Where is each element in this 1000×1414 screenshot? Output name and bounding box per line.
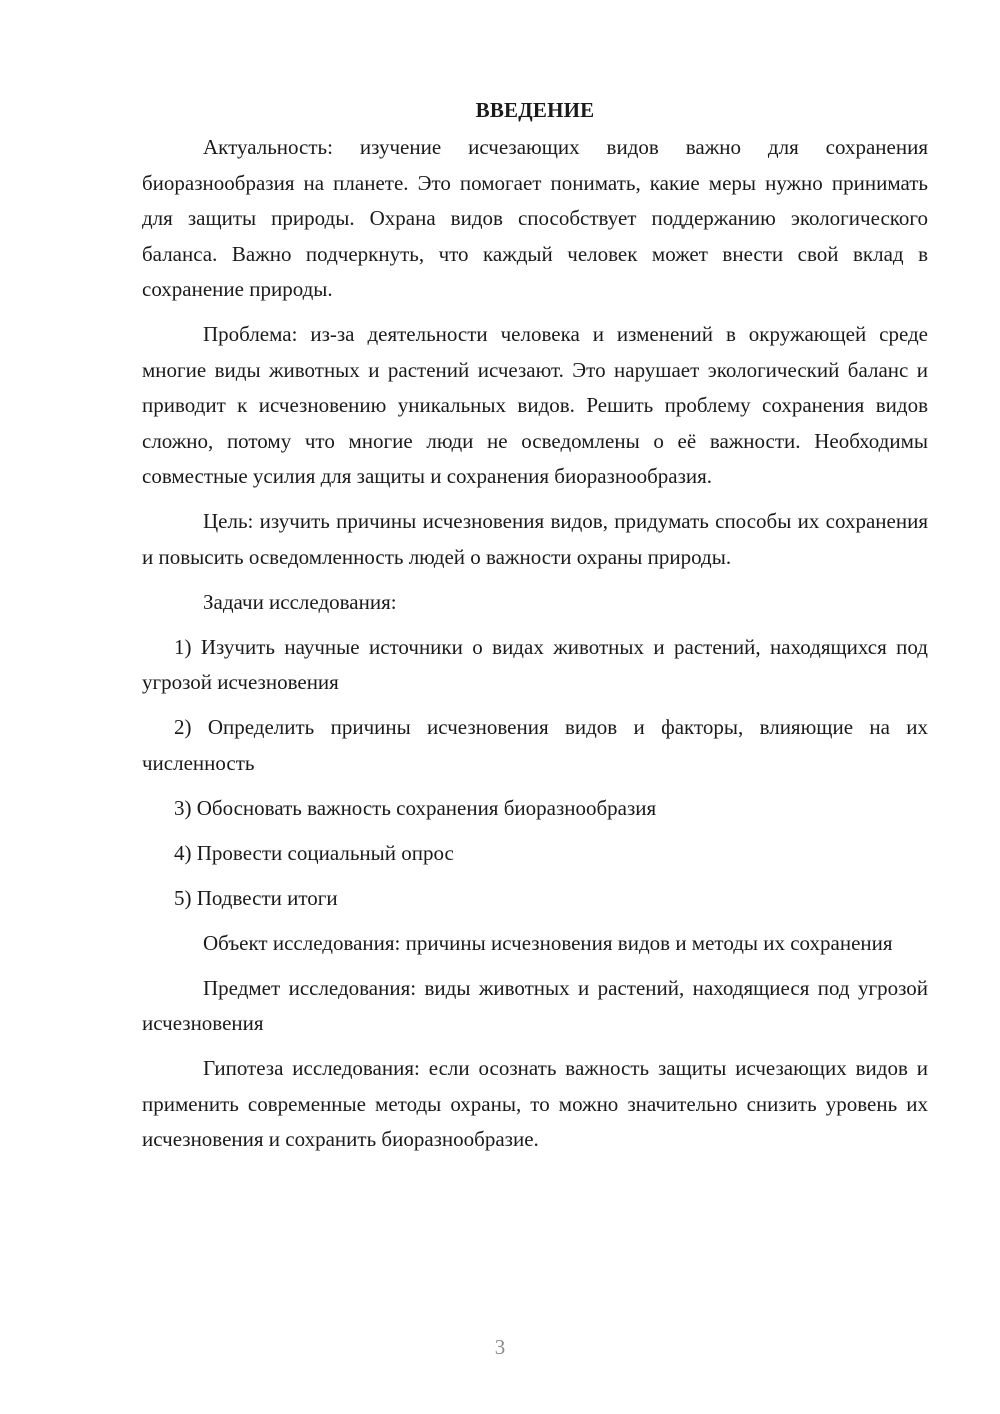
tasks-title: Задачи исследования: [203, 589, 397, 614]
goal-paragraph: Цель: изучить причины исчезновения видов, придумать способы их сохранения и повысить осведомленность людей о важности охраны природы. [142, 509, 928, 569]
task-item-1: 1) Изучить научные источники о видах животных и растений, находящихся под угрозой исчезновения [142, 634, 928, 694]
task-item-3: 3) Обосновать важность сохранения биоразнообразия [174, 795, 657, 820]
document-page [142, 92, 928, 1167]
task-item-2: 2) Определить причины исчезновения видов и факторы, влияющие на их численность [142, 715, 928, 775]
task-item-5: 5) Подвести итоги [174, 885, 338, 910]
relevance-paragraph: Актуальность: изучение исчезающих видов важно для сохранения биоразнообразия на планете. Это помогает понимать, какие меры нужно принимать для защиты природы. Охрана видов способствует поддержанию экологического баланса. Важно подчеркнуть, что каждый человек может внести свой вклад в сохранение природы. [142, 135, 928, 301]
research-subject-paragraph: Предмет исследования: виды животных и растений, находящиеся под угрозой исчезновения [142, 975, 928, 1035]
problem-paragraph: Проблема: из-за деятельности человека и изменений в окружающей среде многие виды животных и растений исчезают. Это нарушает экологический баланс и приводит к исчезновению уникальных видов. Решить проблему сохранения видов сложно, потому что многие люди не осведомлены о её важности. Необходимы совместные усилия для защиты и сохранения биоразнообразия. [142, 322, 928, 488]
research-object-paragraph: Объект исследования: причины исчезновения видов и методы их сохранения [203, 930, 893, 955]
page-number: 3 [494, 1335, 506, 1359]
task-item-4: 4) Провести социальный опрос [174, 840, 454, 865]
section-heading: ВВЕДЕНИЕ [475, 98, 595, 122]
hypothesis-paragraph: Гипотеза исследования: если осознать важность защиты исчезающих видов и применить современные методы охраны, то можно значительно снизить уровень их исчезновения и сохранить биоразнообразие. [142, 1056, 928, 1151]
